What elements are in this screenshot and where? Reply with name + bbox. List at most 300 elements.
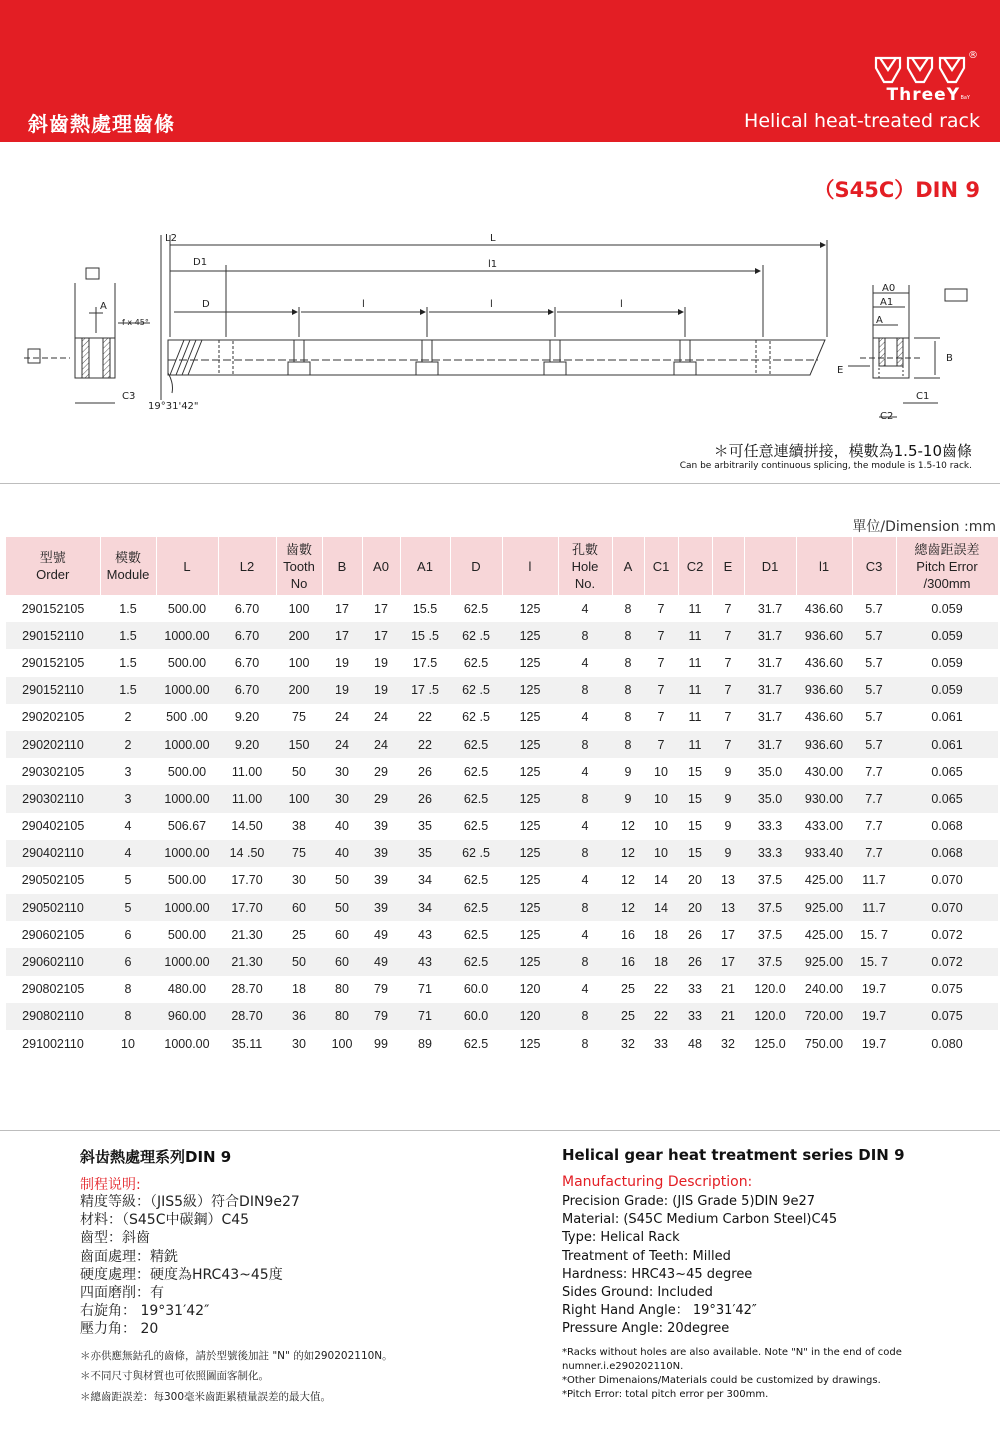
footnote-zh: ＊總齒距誤差：每300毫米齒距累積量誤差的最大值。: [80, 1391, 332, 1403]
table-cell: 925.00: [796, 894, 852, 921]
column-header: [400, 537, 450, 595]
table-cell: 71: [400, 1003, 450, 1030]
table-cell: 4: [124, 819, 132, 834]
table-cell: 750.00: [804, 1036, 844, 1051]
table-cell: 10: [654, 819, 668, 834]
unit-label: 單位/Dimension :mm: [852, 519, 996, 535]
table-cell: 15. 7: [860, 927, 888, 942]
table-cell: 35.11: [231, 1036, 263, 1051]
table-cell: 7: [712, 731, 744, 758]
table-cell: 5.7: [865, 655, 883, 670]
table-cell: 125: [502, 840, 558, 867]
table-cell: 16: [612, 948, 644, 975]
table-cell: 62.5: [463, 601, 489, 616]
table-cell: 39: [374, 819, 388, 834]
table-cell: 35: [418, 819, 432, 834]
table-cell: 4: [581, 982, 589, 997]
table-cell: 290602110: [6, 948, 100, 975]
table-cell: 8: [612, 677, 644, 704]
table-cell: 100: [288, 655, 310, 670]
table-row: [6, 840, 998, 867]
table-cell: 125.0: [754, 1036, 786, 1051]
table-cell: 8: [558, 840, 612, 867]
table-cell: 480.00: [167, 982, 207, 997]
table-cell: 71: [418, 982, 432, 997]
table-cell: 1.5: [119, 601, 137, 616]
spec-item-en: Sides Ground: Included: [562, 1285, 713, 1301]
table-cell: 9: [624, 764, 632, 779]
table-cell: 31.7: [744, 622, 796, 649]
chamfer-label: f x 45°: [122, 318, 149, 327]
dim-label-pitch-1: l: [362, 299, 365, 310]
table-cell: 930.00: [796, 785, 852, 812]
table-cell: 43: [400, 948, 450, 975]
section-divider: [0, 483, 1000, 484]
column-header-line: A0: [373, 558, 389, 574]
table-cell: 35: [400, 840, 450, 867]
column-header-line: 模數: [114, 550, 141, 565]
table-cell: 4: [581, 710, 589, 725]
table-cell: 11: [678, 731, 712, 758]
process-label-en: Manufacturing Description:: [562, 1174, 753, 1190]
table-cell: 12: [612, 894, 644, 921]
table-cell: 62.5: [463, 927, 489, 942]
table-cell: 31.7: [744, 731, 796, 758]
table-cell: 1000.00: [156, 840, 218, 867]
table-cell: 17.70: [231, 873, 263, 888]
column-header: [362, 537, 400, 595]
table-cell: 7.7: [865, 819, 883, 834]
column-header: [744, 537, 796, 595]
table-cell: 15. 7: [852, 948, 896, 975]
table-row: [6, 948, 998, 975]
table-cell: 4: [581, 927, 589, 942]
table-cell: 18: [654, 927, 668, 942]
table-cell: 9: [712, 785, 744, 812]
table-cell: 125: [502, 785, 558, 812]
table-cell: 12: [621, 873, 635, 888]
table-cell: 21: [712, 1003, 744, 1030]
table-cell: 0.075: [896, 1003, 998, 1030]
table-cell: 125: [519, 655, 541, 670]
column-header: [612, 537, 644, 595]
table-cell: 62.5: [463, 819, 489, 834]
table-cell: 430.00: [804, 764, 844, 779]
table-cell: 26: [678, 948, 712, 975]
spec-item-en: Pressure Angle: 20degree: [562, 1321, 730, 1337]
table-cell: 9: [712, 840, 744, 867]
table-row: [6, 1003, 998, 1030]
spec-item-zh: 材料：（S45C中碳鋼）C45: [80, 1212, 250, 1229]
table-cell: 500.00: [167, 764, 207, 779]
table-cell: 200: [276, 622, 322, 649]
table-cell: 8: [558, 948, 612, 975]
table-cell: 0.061: [931, 710, 963, 725]
table-cell: 7: [644, 677, 678, 704]
dim-label-e: E: [837, 365, 844, 376]
helix-angle-label: 19°31'42": [148, 401, 199, 412]
table-cell: 290202110: [6, 731, 100, 758]
column-header-line: C1: [652, 558, 670, 574]
table-cell: 8: [558, 894, 612, 921]
table-cell: 0.068: [931, 819, 963, 834]
table-cell: 75: [276, 840, 322, 867]
table-cell: 62.5: [450, 785, 502, 812]
registered-mark: ®: [968, 50, 978, 61]
table-cell: 5.7: [852, 622, 896, 649]
table-cell: 19: [322, 677, 362, 704]
table-row: [6, 704, 998, 731]
table-cell: 125: [519, 710, 541, 725]
spec-item-zh: 齒型：斜齒: [80, 1230, 150, 1247]
column-header-line: Module: [106, 567, 150, 582]
table-cell: 0.068: [896, 840, 998, 867]
table-cell: 25: [612, 1003, 644, 1030]
table-cell: 28.70: [231, 982, 263, 997]
table-cell: 6: [124, 927, 132, 942]
table-cell: 37.5: [744, 894, 796, 921]
table-cell: 925.00: [796, 948, 852, 975]
table-cell: 80: [322, 1003, 362, 1030]
material-label: （S45C）DIN 9: [813, 178, 980, 202]
table-cell: 18: [644, 948, 678, 975]
table-cell: 20: [688, 873, 702, 888]
table-cell: 60: [276, 894, 322, 921]
series-heading-zh: 斜齿熱處理系列DIN 9: [80, 1148, 232, 1166]
table-cell: 125: [502, 677, 558, 704]
table-cell: 8: [624, 710, 632, 725]
table-cell: 120.0: [754, 982, 786, 997]
table-cell: 425.00: [804, 873, 844, 888]
table-cell: 100: [276, 785, 322, 812]
table-cell: 7: [644, 622, 678, 649]
column-header-line: l1: [818, 558, 830, 574]
table-cell: 19.7: [852, 1003, 896, 1030]
table-cell: 125: [519, 764, 541, 779]
table-cell: 7: [724, 601, 732, 616]
table-cell: 19: [374, 655, 388, 670]
table-cell: 29: [374, 764, 388, 779]
table-cell: 0.072: [896, 948, 998, 975]
table-cell: 5.7: [865, 601, 883, 616]
table-cell: 26: [400, 785, 450, 812]
dim-label-pitch-2: l: [490, 299, 493, 310]
table-cell: 5.7: [865, 710, 883, 725]
table-cell: 8: [558, 677, 612, 704]
table-row: [6, 894, 998, 921]
column-header: [558, 537, 612, 595]
table-row: [6, 595, 998, 622]
table-cell: 436.60: [804, 601, 844, 616]
table-cell: 9.20: [234, 710, 260, 725]
table-cell: 436.60: [804, 655, 844, 670]
footer-divider: [0, 1130, 1000, 1131]
dim-label-d: D: [202, 299, 210, 310]
table-cell: 33.3: [744, 840, 796, 867]
dim-label-c3: C3: [122, 391, 136, 402]
table-cell: 14: [654, 873, 668, 888]
table-cell: 62 .5: [450, 622, 502, 649]
table-cell: 5: [100, 894, 156, 921]
table-cell: 11.7: [852, 894, 896, 921]
column-header-line: C2: [686, 558, 704, 574]
table-cell: 936.60: [796, 622, 852, 649]
table-cell: 49: [362, 948, 400, 975]
footnote-zh: ＊亦供應無鈷孔的齒條，請於型號後加註 "N" 的如290202110N。: [80, 1350, 393, 1362]
table-cell: 290152110: [6, 677, 100, 704]
column-header: [276, 537, 322, 595]
table-header-row: [6, 537, 998, 595]
header-banner: [0, 0, 1000, 142]
table-cell: 33: [688, 982, 702, 997]
column-header: [6, 537, 100, 595]
table-cell: 933.40: [796, 840, 852, 867]
product-title-en: Helical heat-treated rack: [744, 110, 980, 132]
footnote-en: *Pitch Error: total pitch error per 300mm.: [562, 1389, 769, 1400]
dim-label-c2: C2: [880, 411, 894, 422]
spec-item-en: Right Hand Angle： 19°31′42″: [562, 1303, 757, 1319]
table-cell: 17.70: [218, 894, 276, 921]
column-header-line: /300mm: [923, 575, 971, 591]
table-cell: 0.059: [896, 622, 998, 649]
table-cell: 4: [581, 655, 589, 670]
table-cell: 24: [335, 710, 349, 725]
table-cell: 24: [374, 710, 388, 725]
table-cell: 14: [644, 894, 678, 921]
table-row: [6, 1030, 998, 1057]
table-row: [6, 976, 998, 1003]
table-cell: 1000.00: [156, 731, 218, 758]
table-cell: 31.7: [757, 655, 783, 670]
table-cell: 0.065: [931, 764, 963, 779]
table-cell: 50: [335, 873, 349, 888]
table-cell: 30: [322, 785, 362, 812]
spec-item-en: Type: Helical Rack: [562, 1230, 680, 1246]
table-cell: 100: [288, 601, 310, 616]
table-cell: 7: [724, 710, 732, 725]
table-cell: 60: [335, 927, 349, 942]
table-cell: 290302105: [21, 764, 85, 779]
dim-label-pitch-3: l: [620, 299, 623, 310]
column-header-line: 齒數: [285, 541, 312, 557]
table-cell: 11: [688, 601, 702, 616]
table-cell: 37.5: [757, 927, 783, 942]
table-cell: 34: [400, 894, 450, 921]
table-cell: 9: [724, 819, 732, 834]
table-cell: 19.7: [861, 1036, 887, 1051]
table-body: [6, 595, 998, 1057]
table-cell: 62.5: [450, 731, 502, 758]
table-cell: 7.7: [852, 785, 896, 812]
table-cell: 31.7: [757, 601, 783, 616]
table-cell: 8: [558, 731, 612, 758]
table-row: [6, 677, 998, 704]
column-header-line: 孔數: [571, 541, 598, 557]
table-cell: 433.00: [804, 819, 844, 834]
table-cell: 290802110: [6, 1003, 100, 1030]
table-cell: 5: [124, 873, 132, 888]
dim-label-a1: A1: [880, 297, 894, 308]
table-cell: 1000.00: [156, 622, 218, 649]
table-cell: 37.5: [744, 948, 796, 975]
table-cell: 31.7: [744, 677, 796, 704]
dim-label-c1: C1: [916, 391, 930, 402]
table-cell: 1000.00: [156, 894, 218, 921]
table-cell: 38: [292, 819, 306, 834]
table-cell: 60: [322, 948, 362, 975]
column-header-line: l: [528, 558, 532, 574]
spec-item-zh: 四面磨削：有: [80, 1285, 164, 1302]
table-cell: 11.00: [218, 785, 276, 812]
table-cell: 39: [362, 894, 400, 921]
dim-label-a0: A0: [882, 283, 896, 294]
table-cell: 4: [581, 873, 589, 888]
dim-label-b: B: [946, 353, 953, 364]
table-cell: 19: [362, 677, 400, 704]
table-cell: 13: [712, 894, 744, 921]
footnote-en: *Other Dimenaions/Materials could be customized by drawings.: [562, 1375, 881, 1386]
table-cell: 290152105: [21, 601, 85, 616]
table-cell: 30: [335, 764, 349, 779]
table-cell: 17 .5: [400, 677, 450, 704]
spec-item-en: Precision Grade: (JIS Grade 5)DIN 9e27: [562, 1194, 816, 1209]
table-cell: 11: [688, 655, 702, 670]
table-cell: 120: [502, 1003, 558, 1030]
table-cell: 20: [678, 894, 712, 921]
table-cell: 11: [688, 710, 702, 725]
table-cell: 7: [657, 710, 665, 725]
table-cell: 0.070: [931, 873, 963, 888]
table-cell: 290802105: [21, 982, 85, 997]
table-cell: 21: [721, 982, 735, 997]
spec-item-en: Treatment of Teeth: Milled: [562, 1248, 731, 1264]
table-cell: 12: [612, 840, 644, 867]
table-cell: 14 .50: [218, 840, 276, 867]
table-cell: 22: [400, 731, 450, 758]
table-cell: 10: [121, 1036, 135, 1051]
table-cell: 11: [678, 677, 712, 704]
column-header-line: L: [183, 558, 191, 574]
table-cell: 290202105: [21, 710, 85, 725]
table-cell: 33.3: [757, 819, 783, 834]
spec-item-zh: 壓力角： 20: [80, 1321, 159, 1338]
table-cell: 48: [688, 1036, 702, 1051]
table-cell: 4: [100, 840, 156, 867]
table-cell: 30: [292, 1036, 306, 1051]
table-cell: 7.7: [852, 840, 896, 867]
table-cell: 9: [612, 785, 644, 812]
table-cell: 290402110: [6, 840, 100, 867]
table-cell: 3: [100, 785, 156, 812]
table-cell: 4: [581, 764, 589, 779]
process-label-zh: 制程说明:: [80, 1177, 141, 1193]
table-cell: 500.00: [167, 655, 207, 670]
column-header-line: A1: [417, 558, 433, 574]
table-cell: 79: [374, 982, 388, 997]
table-row: [6, 758, 998, 785]
table-cell: 0.075: [931, 982, 963, 997]
table-cell: 9: [724, 764, 732, 779]
table-cell: 200: [276, 677, 322, 704]
dim-label-l: L: [490, 233, 496, 244]
table-cell: 17: [374, 601, 388, 616]
table-cell: 500 .00: [166, 710, 208, 725]
table-cell: 17: [721, 927, 735, 942]
table-cell: 125: [502, 622, 558, 649]
column-header: [852, 537, 896, 595]
table-cell: 39: [374, 873, 388, 888]
table-cell: 31.7: [757, 710, 783, 725]
table-cell: 40: [335, 819, 349, 834]
table-cell: 21.30: [231, 927, 263, 942]
table-cell: 6.70: [218, 677, 276, 704]
rack-technical-drawing: [0, 225, 1000, 425]
table-row: [6, 622, 998, 649]
table-cell: 14.50: [231, 819, 263, 834]
table-row: [6, 813, 998, 840]
table-cell: 29: [362, 785, 400, 812]
table-cell: 62.5: [450, 894, 502, 921]
table-cell: 8: [624, 601, 632, 616]
table-row: [6, 785, 998, 812]
table-cell: 2: [124, 710, 132, 725]
table-cell: 100: [331, 1036, 353, 1051]
table-cell: 125: [519, 927, 541, 942]
spec-item-en: Material: (S45C Medium Carbon Steel)C45: [562, 1212, 838, 1228]
column-header-line: 型號: [39, 550, 66, 565]
table-cell: 7: [712, 622, 744, 649]
dim-label-a-right: A: [876, 315, 883, 326]
table-cell: 25: [621, 982, 635, 997]
table-cell: 1.5: [100, 677, 156, 704]
table-cell: 17: [362, 622, 400, 649]
dim-label-a-left: A: [100, 301, 107, 312]
table-cell: 30: [292, 873, 306, 888]
column-header: [322, 537, 362, 595]
table-cell: 290152105: [21, 655, 85, 670]
table-cell: 16: [621, 927, 635, 942]
column-header-line: A: [623, 558, 633, 574]
column-header: [218, 537, 276, 595]
column-header: [100, 537, 156, 595]
table-cell: 500.00: [167, 873, 207, 888]
table-cell: 125: [519, 601, 541, 616]
table-cell: 25: [292, 927, 306, 942]
table-cell: 22: [654, 982, 668, 997]
table-cell: 11.7: [862, 873, 886, 888]
table-cell: 36: [276, 1003, 322, 1030]
table-cell: 24: [322, 731, 362, 758]
table-cell: 24: [362, 731, 400, 758]
table-cell: 11: [678, 622, 712, 649]
table-cell: 240.00: [804, 982, 844, 997]
column-header: [678, 537, 712, 595]
table-cell: 99: [374, 1036, 388, 1051]
table-cell: 1000.00: [156, 677, 218, 704]
table-cell: 425.00: [804, 927, 844, 942]
table-row: [6, 921, 998, 948]
table-cell: 5.7: [852, 731, 896, 758]
table-cell: 6.70: [218, 622, 276, 649]
product-title-zh: 斜齒熱處理齒條: [28, 112, 175, 136]
column-header-line: D1: [761, 558, 779, 574]
column-header-line: No: [290, 575, 308, 591]
table-cell: 5.7: [852, 677, 896, 704]
table-cell: 290502105: [21, 873, 85, 888]
table-cell: 10: [644, 785, 678, 812]
table-cell: 0.072: [931, 927, 963, 942]
column-header: [502, 537, 558, 595]
